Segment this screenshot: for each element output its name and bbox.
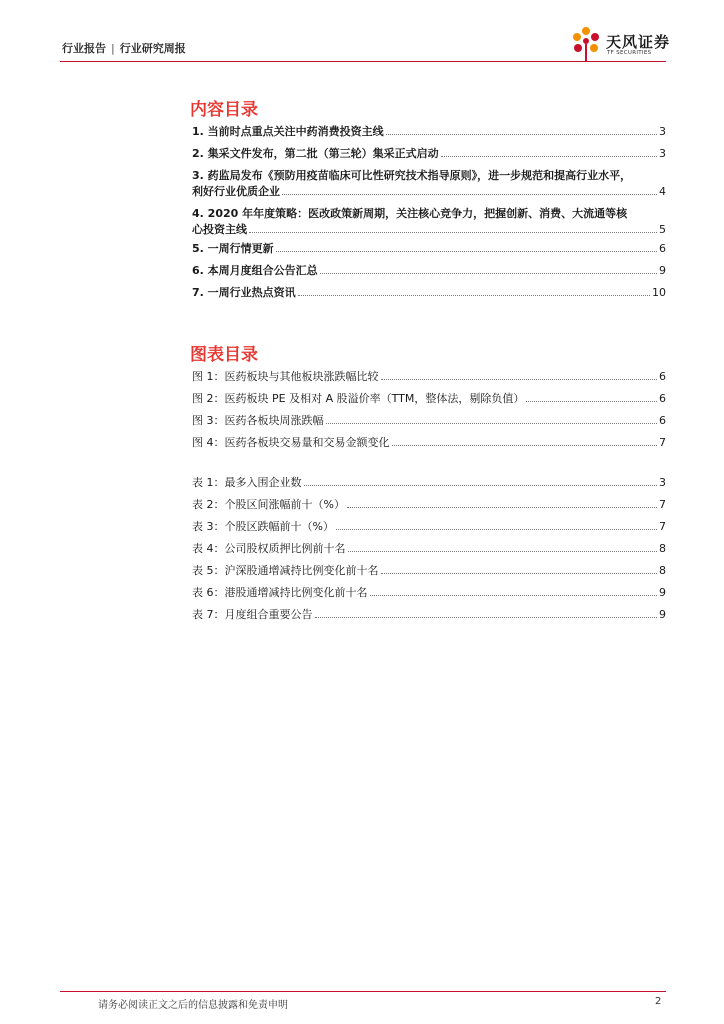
figures-title: 图表目录 — [190, 345, 258, 365]
table-item-7[interactable]: 表 7：月度组合重要公告 9 — [192, 608, 666, 621]
toc-item-2[interactable]: 2. 集采文件发布，第二批（第三轮）集采正式启动 3 — [192, 147, 666, 160]
toc-item-5[interactable]: 5. 一周行情更新 6 — [192, 242, 666, 255]
header-divider — [60, 61, 666, 62]
report-subtype-label: 行业研究周报 — [119, 42, 186, 55]
header-separator: | — [111, 42, 115, 55]
toc-title: 内容目录 — [190, 100, 258, 120]
report-type-label: 行业报告 — [62, 42, 106, 55]
toc-item-6[interactable]: 6. 本周月度组合公告汇总 9 — [192, 264, 666, 277]
table-item-1[interactable]: 表 1：最多入围企业数 3 — [192, 476, 666, 489]
toc-item-4[interactable]: 4. 2020 年年度策略：医改政策新周期，关注核心竞争力，把握创新、消费、大流通等核 心投资主线 5 — [192, 207, 666, 236]
table-item-2[interactable]: 表 2：个股区间涨幅前十（%） 7 — [192, 498, 666, 511]
table-item-6[interactable]: 表 6：港股通增减持比例变化前十名 9 — [192, 586, 666, 599]
company-logo — [568, 23, 678, 63]
figure-item-2[interactable]: 图 2：医药板块 PE 及相对 A 股溢价率（TTM，整体法，剔除负值） 6 — [192, 392, 666, 405]
page-number: 2 — [655, 996, 662, 1007]
figure-item-4[interactable]: 图 4：医药各板块交易量和交易金额变化 7 — [192, 436, 666, 449]
disclaimer-text: 请务必阅读正文之后的信息披露和免责申明 — [98, 1000, 288, 1011]
table-item-4[interactable]: 表 4：公司股权质押比例前十名 8 — [192, 542, 666, 555]
flower-logo-icon — [568, 23, 604, 63]
footer-divider — [60, 991, 666, 992]
figure-item-3[interactable]: 图 3：医药各板块周涨跌幅 6 — [192, 414, 666, 427]
table-item-3[interactable]: 表 3：个股区跌幅前十（%） 7 — [192, 520, 666, 533]
report-header — [62, 40, 186, 56]
figure-item-1[interactable]: 图 1：医药板块与其他板块涨跌幅比较 6 — [192, 370, 666, 383]
company-name-cn: 天风证券 — [606, 33, 671, 51]
toc-item-7[interactable]: 7. 一周行业热点资讯 10 — [192, 286, 666, 299]
table-item-5[interactable]: 表 5：沪深股通增减持比例变化前十名 8 — [192, 564, 666, 577]
toc-item-1[interactable]: 1. 当前时点重点关注中药消费投资主线 3 — [192, 125, 666, 138]
toc-item-3[interactable]: 3. 药监局发布《预防用疫苗临床可比性研究技术指导原则》，进一步规范和提高行业水平， 利好行业优质企业 4 — [192, 169, 666, 198]
company-name-en: TF SECURITIES — [607, 50, 652, 56]
